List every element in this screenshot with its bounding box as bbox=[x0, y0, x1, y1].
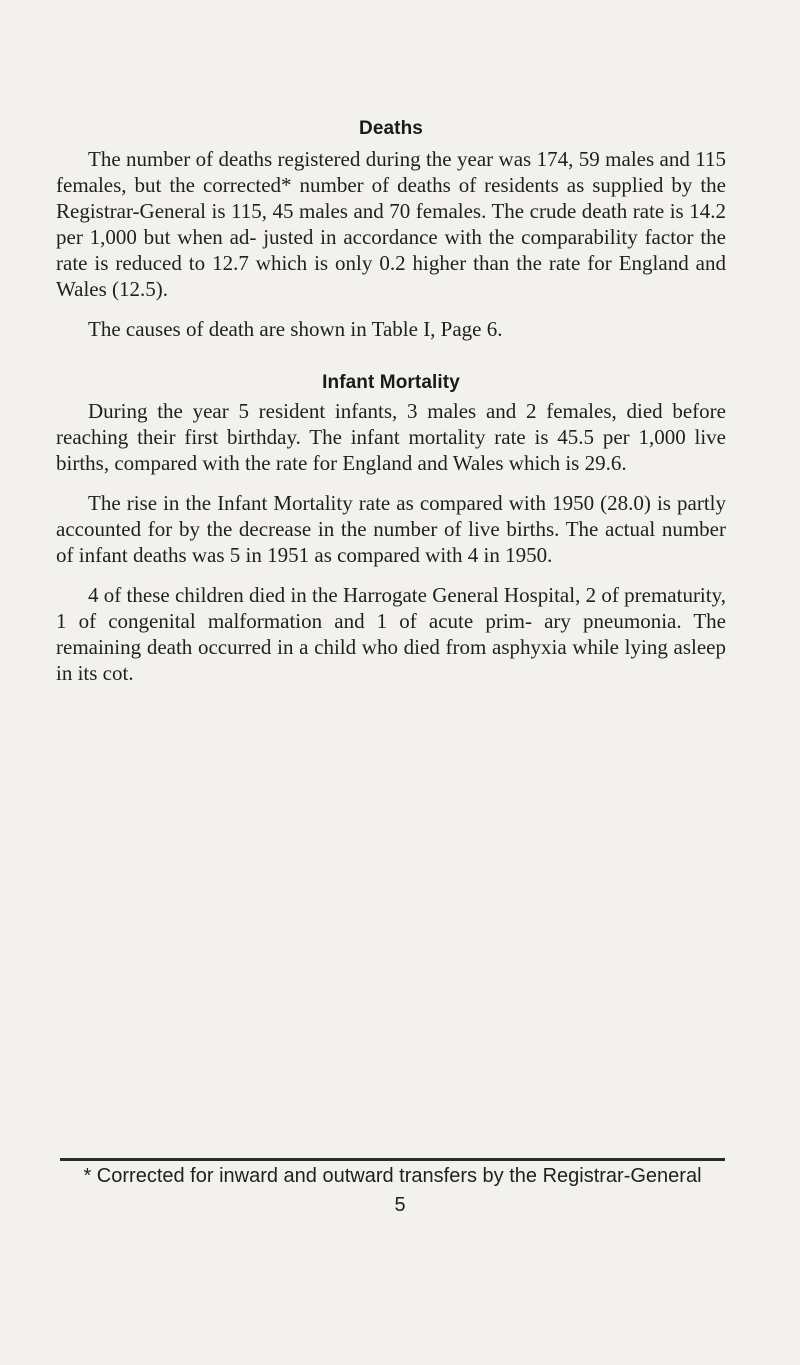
page-number: 5 bbox=[394, 1194, 406, 1216]
infant-mortality-paragraph-3: 4 of these children died in the Harrogate General Hospital, 2 of prematurity, 1 of congenital malformation and 1 of acute prim- ary pneumonia. The remaining death occurred in a child who died from asphyxia while lying asleep in its cot. bbox=[56, 583, 726, 685]
infant-mortality-paragraph-1: During the year 5 resident infants, 3 males and 2 females, died before reaching their first birthday. The infant mortality rate is 45.5 per 1,000 live births, compared with the rate for England and Wales which is 29.6. bbox=[56, 399, 726, 475]
footnote-divider bbox=[60, 1158, 725, 1161]
footnote: * Corrected for inward and outward transfers by the Registrar-General bbox=[83, 1165, 702, 1187]
infant-mortality-paragraph-2: The rise in the Infant Mortality rate as compared with 1950 (28.0) is partly accounted for by the decrease in the number of live births. The actual number of infant deaths was 5 in 1951 as compared with 4 in 1950. bbox=[56, 491, 726, 567]
deaths-heading: Deaths bbox=[359, 118, 423, 139]
deaths-paragraph-2: The causes of death are shown in Table I, Page 6. bbox=[88, 317, 503, 341]
deaths-paragraph-1: The number of deaths registered during the year was 174, 59 males and 115 females, but the corrected* number of deaths of residents as supplied by the Registrar-General is 115, 45 males and 70 females. The crude death rate is 14.2 per 1,000 but when ad- justed in accordance with the comparability factor the rate is reduced to 12.7 which is only 0.2 higher than the rate for England and Wales (12.5). bbox=[56, 147, 726, 301]
page-body bbox=[56, 118, 726, 686]
infant-mortality-heading: Infant Mortality bbox=[322, 372, 460, 393]
